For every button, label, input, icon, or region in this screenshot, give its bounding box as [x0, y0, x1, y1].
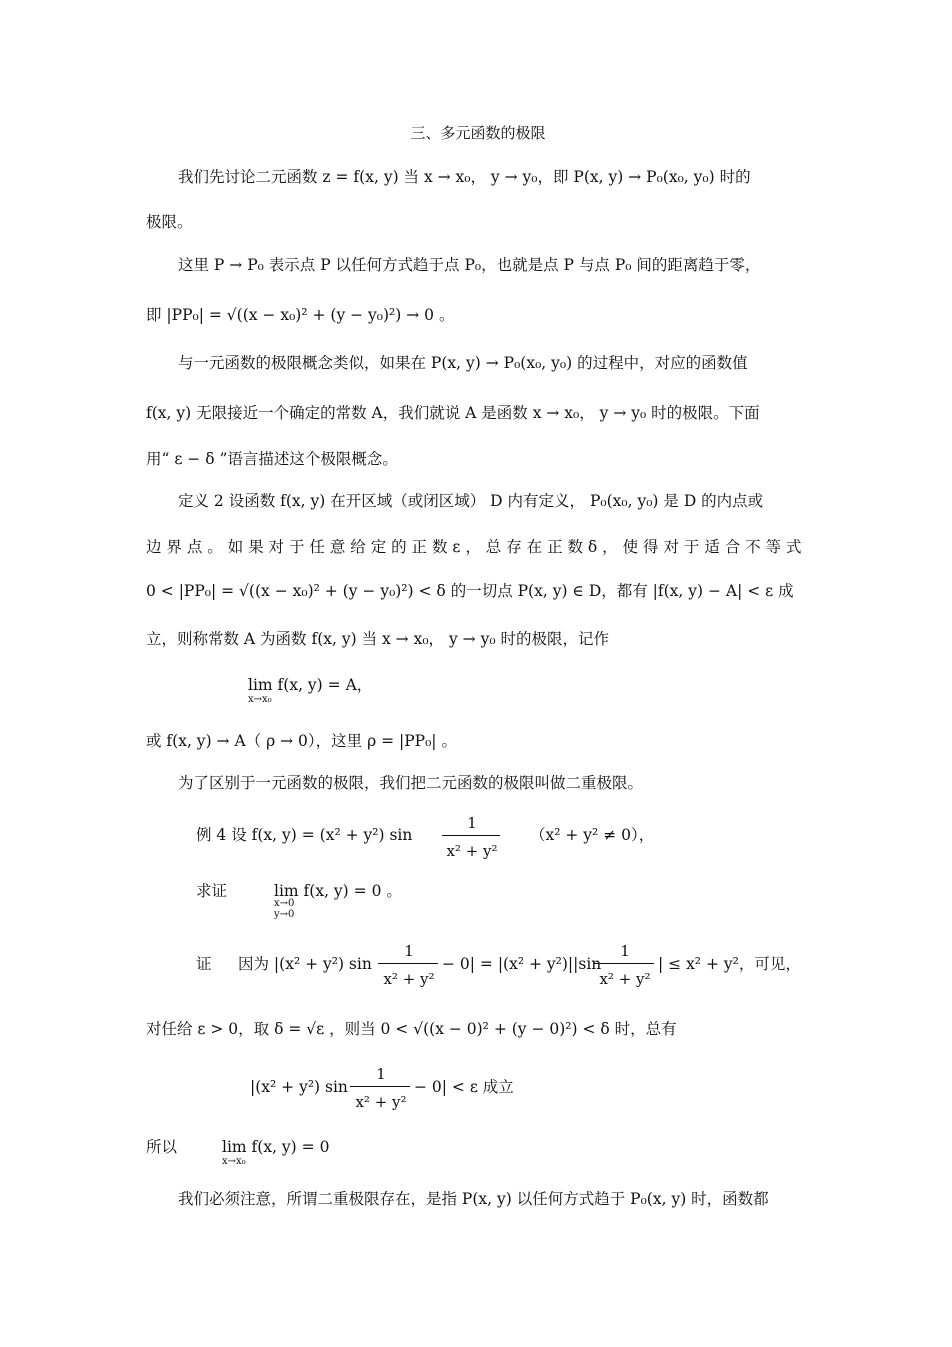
paragraph-line: 为了区别于一元函数的极限，我们把二元函数的极限叫做二重极限。: [178, 774, 644, 792]
limit-formula: lim f(x, y) = 0 。: [274, 882, 402, 900]
fraction-numerator: 1: [404, 942, 414, 960]
fraction-bar: [594, 963, 654, 964]
fraction-numerator: 1: [376, 1065, 386, 1083]
limit-subscript: x→x₀: [222, 1156, 246, 1167]
fraction-denominator: x² + y²: [446, 842, 498, 860]
limit-subscript: y→0: [274, 909, 295, 920]
definition-line: 定义 2 设函数 f(x, y) 在开区域（或闭区域） D 内有定义， P₀(x₀, y₀) 是 D 的内点或: [178, 492, 764, 510]
paragraph-line: 我们先讨论二元函数 z = f(x, y) 当 x → x₀， y → y₀，即 P(x, y) → P₀(x₀, y₀) 时的: [178, 168, 751, 186]
formula-line: 或 f(x, y) → A（ ρ → 0），这里 ρ = |PP₀| 。: [146, 732, 457, 750]
condition-text: （x² + y² ≠ 0），: [530, 826, 655, 844]
fraction-bar: [378, 963, 438, 964]
paragraph-line: 与一元函数的极限概念类似，如果在 P(x, y) → P₀(x₀, y₀) 的过程中，对应的函数值: [178, 354, 748, 372]
conclusion-label: 所以: [146, 1138, 178, 1156]
definition-line: 0 < |PP₀| = √((x − x₀)² + (y − y₀)²) < δ 的一切点 P(x, y) ∈ D，都有 |f(x, y) − A| < ε 成: [146, 582, 794, 600]
fraction-bar: [442, 835, 500, 836]
fraction-denominator: x² + y²: [383, 970, 435, 988]
paragraph-line: 用“ ε − δ ”语言描述这个极限概念。: [146, 450, 398, 468]
proof-text: 因为 |(x² + y²) sin: [238, 955, 372, 973]
inequality-text: |(x² + y²) sin: [250, 1078, 348, 1096]
proof-text: | ≤ x² + y²，可见，: [658, 955, 801, 973]
limit-subscript: x→x₀: [248, 694, 272, 705]
paragraph-line: 我们必须注意，所谓二重极限存在，是指 P(x, y) 以任何方式趋于 P₀(x, y) 时，函数都: [178, 1190, 769, 1208]
fraction-denominator: x² + y²: [599, 970, 651, 988]
fraction-denominator: x² + y²: [355, 1093, 407, 1111]
limit-formula: lim f(x, y) = 0: [222, 1138, 330, 1156]
limit-subscript: x→0: [274, 898, 295, 909]
fraction-numerator: 1: [467, 814, 477, 832]
limit-formula: lim f(x, y) = A，: [248, 676, 373, 694]
paragraph-line: 极限。: [146, 213, 193, 231]
proof-text: − 0| = |(x² + y²)||sin: [442, 955, 602, 973]
example-label: 例 4 设 f(x, y) = (x² + y²) sin: [196, 826, 413, 844]
definition-line: 立，则称常数 A 为函数 f(x, y) 当 x → x₀， y → y₀ 时的极限，记作: [146, 630, 609, 648]
paragraph-line: f(x, y) 无限接近一个确定的常数 A，我们就说 A 是函数 x → x₀， y → y₀ 时的极限。下面: [146, 404, 760, 422]
paragraph-line: 这里 P → P₀ 表示点 P 以任何方式趋于点 P₀，也就是点 P 与点 P₀ 间的距离趋于零，: [178, 256, 761, 274]
inequality-text: − 0| < ε 成立: [414, 1078, 514, 1096]
section-heading: 三、多元函数的极限: [410, 124, 546, 142]
formula-line: 即 |PP₀| = √((x − x₀)² + (y − y₀)²) → 0 。: [146, 306, 455, 324]
paragraph-line: 对任给 ε > 0，取 δ = √ε ，则当 0 < √((x − 0)² + (y − 0)²) < δ 时，总有: [146, 1020, 677, 1038]
definition-line: 边 界 点 。 如 果 对 于 任 意 给 定 的 正 数 ε ， 总 存 在 正 数 δ ， 使 得 对 于 适 合 不 等 式: [146, 538, 802, 556]
prove-label: 求证: [196, 882, 228, 900]
fraction-numerator: 1: [620, 942, 630, 960]
proof-label: 证: [196, 955, 212, 973]
fraction-bar: [350, 1086, 410, 1087]
